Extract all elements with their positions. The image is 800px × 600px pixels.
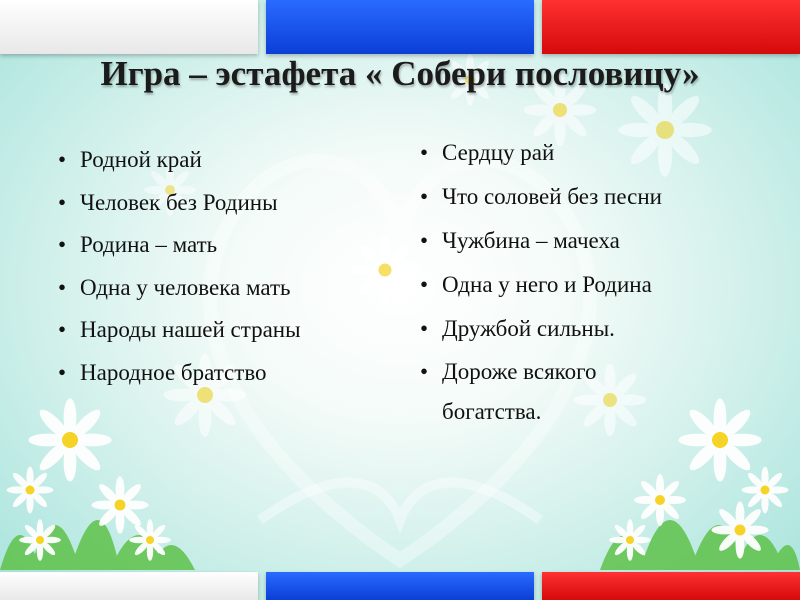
list-item: • Человек без Родины xyxy=(58,191,408,215)
flag-stripe-red xyxy=(542,0,800,54)
daisy-flower xyxy=(91,476,148,533)
list-item: • Народное братство xyxy=(58,361,408,385)
list-item: • Одна у него и Родина xyxy=(420,272,760,298)
list-item: • Чужбина – мачеха xyxy=(420,228,760,254)
slide-title: Игра – эстафета « Собери пословицу» xyxy=(100,54,700,93)
daisy-flower xyxy=(711,501,768,558)
daisy-flower xyxy=(634,474,686,526)
list-item: • Дороже всякого богатства. xyxy=(420,352,692,432)
proverb-endings-list xyxy=(420,140,760,450)
list-item: • Сердцу рай xyxy=(420,140,760,166)
flag-stripe-red-bottom xyxy=(542,572,800,600)
list-item: • Одна у человека мать xyxy=(58,276,408,300)
flag-stripe-white xyxy=(0,0,258,54)
proverb-beginnings-list xyxy=(58,148,408,403)
daisy-flower xyxy=(19,519,61,561)
list-item: • Родина – мать xyxy=(58,233,408,257)
daisy-flower xyxy=(28,398,111,481)
flag-stripe-blue-bottom xyxy=(266,572,534,600)
list-item: • Народы нашей страны xyxy=(58,318,408,342)
daisy-flower xyxy=(7,467,54,514)
flag-stripe-white-bottom xyxy=(0,572,258,600)
flag-stripe-blue xyxy=(266,0,534,54)
list-item: • Что соловей без песни xyxy=(420,184,760,210)
daisy-flower xyxy=(742,467,789,514)
daisy-flower xyxy=(609,519,651,561)
list-item: • Дружбой сильны. xyxy=(420,316,760,342)
daisy-flower xyxy=(129,519,171,561)
list-item: • Родной край xyxy=(58,148,408,172)
